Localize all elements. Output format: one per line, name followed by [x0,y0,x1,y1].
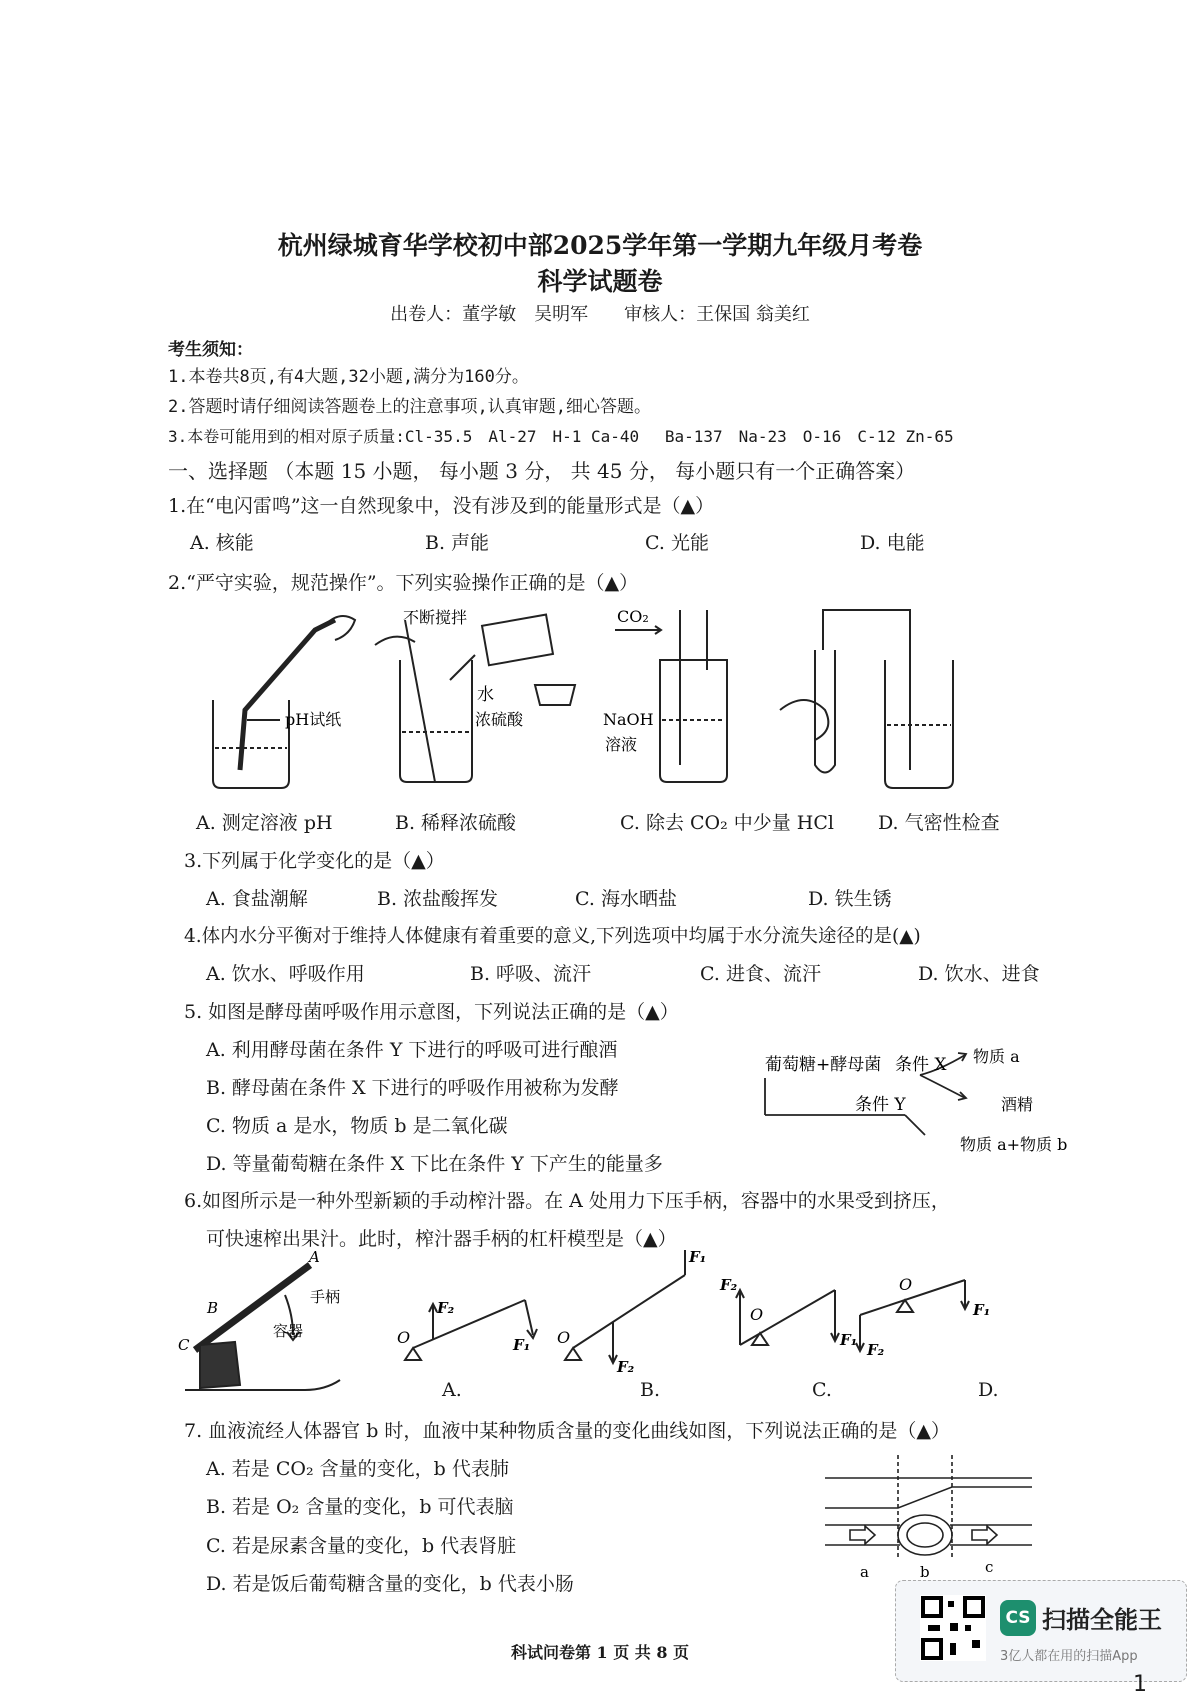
question-2-option-c: C. 除去 CO₂ 中少量 HCl [620,812,834,834]
question-2-option-a: A. 测定溶液 pH [196,812,333,834]
blood-label-a: a [860,1563,869,1580]
question-7-option-d: D. 若是饭后葡萄糖含量的变化，b 代表小肠 [206,1573,574,1595]
notice-item-3: 3.本卷可能用到的相对原子质量:Cl-35.5 Al-27 H-1 Ca-40 Ba-137 Na-23 O-16 C-12 Zn-65 [168,427,954,446]
label-co2: CO₂ [617,607,649,626]
yeast-respiration-diagram [755,1040,1085,1160]
label-ph-paper: pH试纸 [285,710,342,729]
question-1-stem: 1.在“电闪雷鸣”这一自然现象中，没有涉及到的能量形式是（▲） [168,495,715,517]
question-6-option-a: A. [442,1379,462,1401]
lever-option-b [565,1250,685,1363]
question-1-option-b: B. 声能 [425,532,490,554]
exam-authors: 出卷人：董学敏 吴明军 审核人：王保国 翁美红 [390,304,810,325]
lever-b-o: O [557,1328,571,1347]
lab-operations-figure [185,600,1045,800]
question-4-option-c: C. 进食、流汗 [700,963,821,985]
diagram-output-wine: 酒精 [1001,1095,1034,1114]
diagram-output-a: 物质 a [973,1047,1020,1066]
question-3-option-a: A. 食盐潮解 [206,888,308,910]
scanner-tagline: 3亿人都在用的扫描App [1000,1649,1138,1664]
scanner-logo: CS [1000,1600,1036,1636]
juicer-label-a: A [309,1250,320,1266]
juicer-lever-figure [175,1250,1095,1400]
question-2-option-d: D. 气密性检查 [878,812,1000,834]
question-2-option-b: B. 稀释浓硫酸 [395,812,517,834]
juicer-label-handle: 手柄 [310,1288,341,1306]
question-6-stem: 6.如图所示是一种外型新颖的手动榨汁器。在 A 处用力下压手柄，容器中的水果受到挤压， [184,1190,950,1212]
label-naoh-2: 溶液 [605,735,638,754]
label-stir: 不断搅拌 [403,608,468,627]
question-2-stem: 2.“严守实验，规范操作”。下列实验操作正确的是（▲） [168,572,639,594]
question-5-option-c: C. 物质 a 是水，物质 b 是二氧化碳 [206,1115,508,1137]
exam-title: 杭州绿城育华学校初中部2025学年第一学期九年级月考卷 [277,231,923,260]
question-7-stem: 7. 血液流经人体器官 b 时，血液中某种物质含量的变化曲线如图，下列说法正确的是（▲） [184,1420,951,1442]
question-7-option-c: C. 若是尿素含量的变化，b 代表肾脏 [206,1535,517,1557]
question-6-option-b: B. [640,1379,661,1401]
lever-a-f2: F₂ [437,1299,455,1317]
label-acid: 浓硫酸 [475,710,524,729]
scanner-app-name: 扫描全能王 [1042,1606,1162,1634]
lever-c-f1: F₁ [840,1331,858,1349]
notice-heading: 考生须知： [168,340,253,360]
question-4-option-b: B. 呼吸、流汗 [470,963,592,985]
lever-a-f1: F₁ [513,1336,531,1354]
juicer-label-b: B [207,1299,219,1317]
diagram-source: 葡萄糖+酵母菌 [765,1055,882,1075]
figure-d-airtight [780,610,953,788]
question-5-option-a: A. 利用酵母菌在条件 Y 下进行的呼吸可进行酿酒 [206,1039,618,1061]
question-6-stem-2: 可快速榨出果汁。此时，榨汁器手柄的杠杆模型是（▲） [206,1228,677,1250]
question-3-option-b: B. 浓盐酸挥发 [377,888,499,910]
question-5-option-d: D. 等量葡萄糖在条件 X 下比在条件 Y 下产生的能量多 [206,1153,663,1175]
lever-a-o: O [397,1328,411,1347]
diagram-condition-y: 条件 Y [855,1095,906,1115]
lever-d-f2: F₂ [867,1341,885,1359]
lever-d-o: O [899,1275,913,1294]
lever-d-f1: F₁ [973,1301,991,1319]
page-number: 1 [1133,1672,1147,1697]
juicer-label-container: 容器 [273,1322,304,1340]
question-4-option-d: D. 饮水、进食 [918,963,1040,985]
label-water: 水 [477,685,494,705]
question-4-stem: 4.体内水分平衡对于维持人体健康有着重要的意义,下列选项中均属于水分流失途径的是(▲) [184,926,921,947]
blood-flow-diagram [820,1450,1040,1580]
question-3-option-d: D. 铁生锈 [808,888,892,910]
question-1-option-a: A. 核能 [190,532,254,554]
diagram-output-ab: 物质 a+物质 b [960,1135,1068,1154]
question-6-option-d: D. [978,1379,999,1401]
figure-b-dilution [375,615,575,782]
question-7-option-b: B. 若是 O₂ 含量的变化，b 可代表脑 [206,1496,514,1518]
blood-label-b: b [920,1563,930,1580]
notice-item-1: 1.本卷共8页,有4大题,32小题,满分为160分。 [168,367,529,387]
notice-item-2: 2.答题时请仔细阅读答题卷上的注意事项,认真审题,细心答题。 [168,397,651,417]
label-naoh-1: NaOH [603,710,654,729]
question-6-option-c: C. [812,1379,832,1401]
question-5-stem: 5. 如图是酵母菌呼吸作用示意图，下列说法正确的是（▲） [184,1001,679,1023]
question-1-option-c: C. 光能 [645,532,709,554]
lever-c-o: O [750,1305,764,1324]
question-3-option-c: C. 海水晒盐 [575,888,677,910]
question-7-option-a: A. 若是 CO₂ 含量的变化，b 代表肺 [206,1458,509,1480]
page-footer: 科试问卷第 1 页 共 8 页 [510,1643,690,1662]
juicer-label-c: C [178,1336,190,1354]
question-4-option-a: A. 饮水、呼吸作用 [206,963,365,985]
lever-c-f2: F₂ [720,1276,738,1294]
juicer-illustration [185,1265,340,1390]
diagram-condition-x: 条件 X [895,1055,947,1075]
question-3-stem: 3.下列属于化学变化的是（▲） [184,850,445,872]
figure-a-ph-test [213,616,355,788]
figure-c-gas-washing [615,610,727,782]
section-heading: 一、选择题 （本题 15 小题， 每小题 3 分， 共 45 分， 每小题只有一个正确答案） [168,459,916,483]
exam-subtitle: 科学试题卷 [537,267,663,296]
question-1-option-d: D. 电能 [860,532,925,554]
lever-b-f1: F₁ [689,1250,707,1266]
question-5-option-b: B. 酵母菌在条件 X 下进行的呼吸作用被称为发酵 [206,1077,619,1099]
lever-b-f2: F₂ [617,1358,635,1376]
qr-code-icon [920,1595,986,1661]
blood-label-c: c [985,1558,994,1576]
